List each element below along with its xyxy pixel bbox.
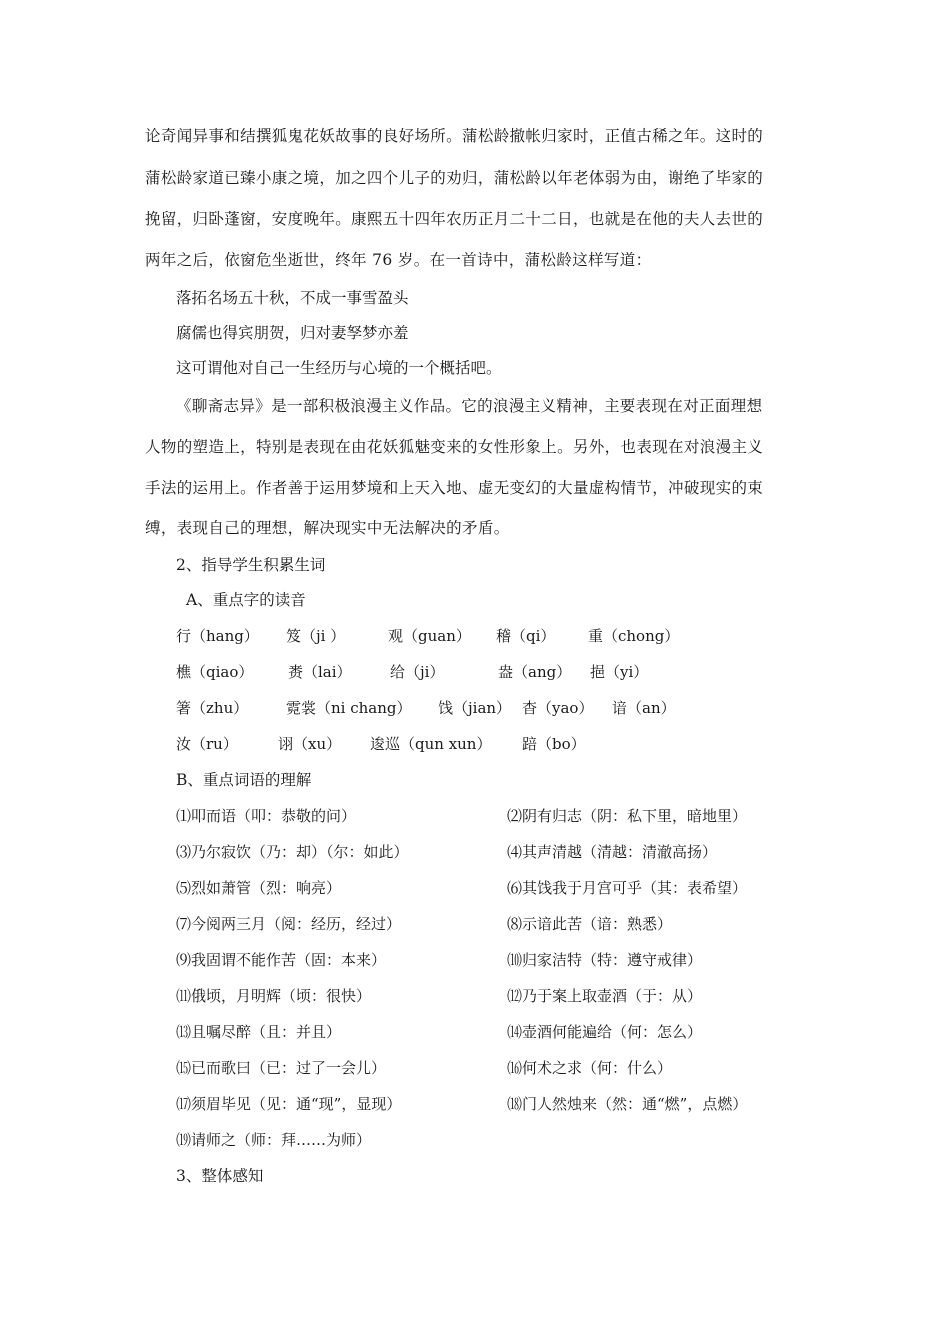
pronunciation-item: 霓裳（ni chang） bbox=[286, 699, 412, 717]
pronunciation-item: 樵（qiao） bbox=[176, 663, 254, 681]
pronunciation-item: 饯（jian） bbox=[438, 699, 512, 717]
glossary-item: ⒆请师之（师：拜……为师） bbox=[176, 1131, 372, 1149]
glossary-item: ⑷其声清越（清越：清澈高扬） bbox=[507, 843, 718, 861]
pronunciation-item: 重（chong） bbox=[588, 627, 680, 645]
pronunciation-item: 箸（zhu） bbox=[176, 699, 249, 717]
poem-line: 腐儒也得宾朋贺，归对妻孥梦亦羞 bbox=[176, 324, 409, 342]
paragraph-line: 蒲松龄家道已臻小康之境，加之四个儿子的劝归，蒲松龄以年老体弱为由，谢绝了毕家的 bbox=[145, 169, 764, 187]
glossary-item: ⒂已而歌曰（已：过了一会儿） bbox=[176, 1059, 387, 1077]
glossary-item: ⒀且嘱尽醉（且：并且） bbox=[176, 1023, 342, 1041]
paragraph-line: 论奇闻异事和结撰狐鬼花妖故事的良好场所。蒲松龄撤帐归家时，正值古稀之年。这时的 bbox=[145, 127, 764, 145]
pronunciation-item: 行（hang） bbox=[176, 627, 259, 645]
glossary-item: ⒃何术之求（何：什么） bbox=[507, 1059, 673, 1077]
paragraph-line: 缚，表现自己的理想，解决现实中无法解决的矛盾。 bbox=[145, 519, 510, 537]
glossary-item: ⑼我固谓不能作苦（固：本来） bbox=[176, 951, 387, 969]
glossary-item: ⒅门人然烛来（然：通“燃”，点燃） bbox=[507, 1095, 748, 1113]
pronunciation-item: 谙（an） bbox=[612, 699, 676, 717]
glossary-item: ⒄须眉毕见（见：通“现”，显现） bbox=[176, 1095, 402, 1113]
pronunciation-item: 观（guan） bbox=[388, 627, 471, 645]
glossary-item: ⑻示谙此苦（谙：熟悉） bbox=[507, 915, 673, 933]
paragraph-line: 手法的运用上。作者善于运用梦境和上天入地、虚无变幻的大量虚构情节，冲破现实的束 bbox=[145, 479, 764, 497]
glossary-item: ⒁壶酒何能遍给（何：怎么） bbox=[507, 1023, 703, 1041]
subsection-heading: A、重点字的读音 bbox=[186, 591, 306, 609]
glossary-item: ⑴叩而语（叩：恭敬的问） bbox=[176, 807, 357, 825]
pronunciation-item: 踣（bo） bbox=[522, 735, 586, 753]
glossary-item: ⑵阴有归志（阴：私下里，暗地里） bbox=[507, 807, 748, 825]
section-heading: 3、整体感知 bbox=[176, 1167, 264, 1185]
summary-line: 这可谓他对自己一生经历与心境的一个概括吧。 bbox=[176, 359, 502, 377]
glossary-item: ⑹其饯我于月宫可乎（其：表希望） bbox=[507, 879, 748, 897]
pronunciation-item: 杳（yao） bbox=[522, 699, 594, 717]
glossary-item: ⑺今阅两三月（阅：经历，经过） bbox=[176, 915, 402, 933]
paragraph-line: 《聊斋志异》是一部积极浪漫主义作品。它的浪漫主义精神，主要表现在对正面理想 bbox=[176, 397, 763, 415]
pronunciation-item: 汝（ru） bbox=[176, 735, 238, 753]
paragraph-line: 挽留，归卧蓬窗，安度晚年。康熙五十四年农历正月二十二日，也就是在他的夫人去世的 bbox=[145, 210, 764, 228]
poem-line: 落拓名场五十秋，不成一事雪盈头 bbox=[176, 289, 409, 307]
pronunciation-item: 稽（qi） bbox=[496, 627, 556, 645]
pronunciation-item: 盎（ang） bbox=[498, 663, 572, 681]
glossary-item: ⑸烈如萧管（烈：响亮） bbox=[176, 879, 342, 897]
glossary-item: ⑾俄顷，月明辉（顷：很快） bbox=[176, 987, 372, 1005]
glossary-item: ⑽归家洁特（特：遵守戒律） bbox=[507, 951, 703, 969]
paragraph-line: 两年之后，依窗危坐逝世，终年 76 岁。在一首诗中，蒲松龄这样写道： bbox=[145, 251, 652, 269]
glossary-item: ⑿乃于案上取壶酒（于：从） bbox=[507, 987, 703, 1005]
section-heading: 2、指导学生积累生词 bbox=[176, 556, 326, 574]
pronunciation-item: 笈（ji ） bbox=[286, 627, 346, 645]
pronunciation-item: 挹（yi） bbox=[590, 663, 649, 681]
pronunciation-item: 逡巡（qun xun） bbox=[370, 735, 492, 753]
pronunciation-item: 给（ji） bbox=[390, 663, 445, 681]
paragraph-line: 人物的塑造上，特别是表现在由花妖狐魅变来的女性形象上。另外，也表现在对浪漫主义 bbox=[145, 438, 764, 456]
pronunciation-item: 赉（lai） bbox=[288, 663, 352, 681]
subsection-heading: B、重点词语的理解 bbox=[176, 771, 312, 789]
glossary-item: ⑶乃尔寂饮（乃：却）（尔：如此） bbox=[176, 843, 409, 861]
pronunciation-item: 诩（xu） bbox=[278, 735, 342, 753]
